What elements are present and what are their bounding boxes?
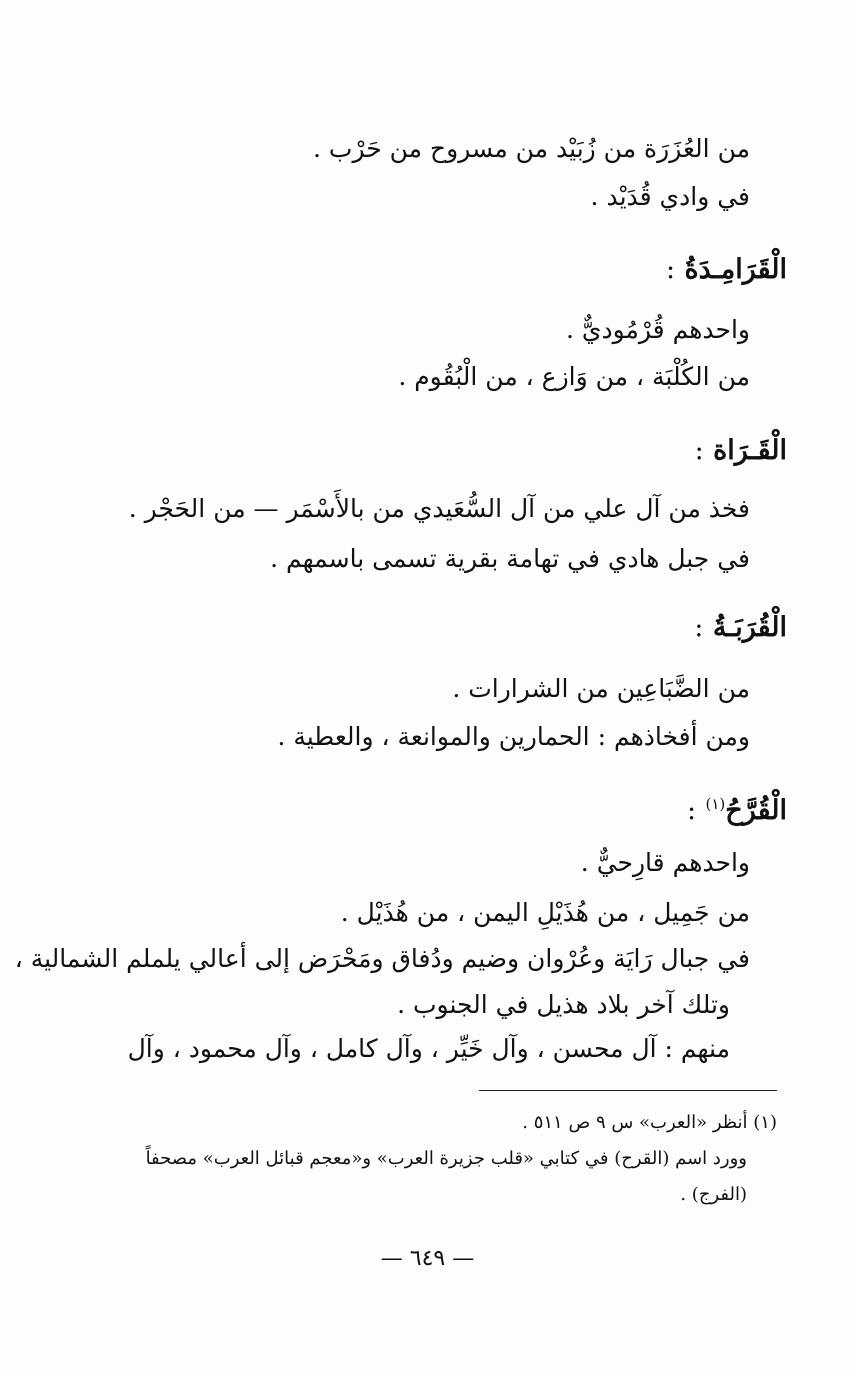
entry-heading — [687, 786, 787, 829]
entry-title: الْقُرَبَـةُ — [712, 612, 787, 643]
text-line: فخذ من آل علي من آل السُّعَيدي من بالأَسْمَر — من الحَجْر . — [128, 494, 750, 523]
footnote-line: (الفرج) . — [680, 1184, 747, 1205]
footnote-separator — [479, 1090, 777, 1091]
footnote-line: (١) أنظر «العرب» س ٩ ص ٥١١ . — [522, 1112, 777, 1133]
entry-heading — [695, 433, 787, 469]
entry-colon: : — [666, 254, 676, 285]
page-number: — ٦٤٩ — — [380, 1246, 475, 1271]
text-line: في جبل هادي في تهامة بقرية تسمى باسمهم . — [270, 544, 750, 573]
entry-colon: : — [694, 612, 704, 643]
text-line: من العُزَرَة من زُبَيْد من مسروح من حَرْب . — [313, 134, 750, 163]
entry-colon: : — [694, 435, 704, 466]
text-line: من جَمِيل ، من هُذَيْلِ اليمن ، من هُذَيْل . — [340, 898, 750, 927]
text-line: ومن أفخاذهم : الحمارين والموانعة ، والعطية . — [277, 722, 750, 751]
footnote-reference: (١) — [705, 795, 726, 813]
text-line: في جبال رَايَة وعُرْوان وضيم ودُفاق ومَحْرَض إلى أعالي يلملم الشمالية ، — [14, 944, 750, 973]
text-line: في وادي قُدَيْد . — [590, 182, 750, 211]
text-line: وتلك آخر بلاد هذيل في الجنوب . — [397, 990, 730, 1019]
entry-heading — [666, 252, 787, 288]
footnote-line: وورد اسم (القرح) في كتابي «قلب جزيرة العرب» و«معجم قبائل العرب» مصحفاً — [145, 1148, 747, 1169]
entry-title: الْقُرَّحُ — [725, 795, 787, 826]
text-line: واحدهم قارِحيٌّ . — [580, 848, 750, 877]
text-line: منهم : آل محسن ، وآل خَيِّر ، وآل كامل ، وآل محمود ، وآل — [127, 1034, 730, 1063]
entry-heading — [694, 610, 787, 646]
entry-title: الْقَرَامِـدَةُ — [684, 254, 787, 285]
entry-title: الْقَـرَاة — [713, 435, 787, 466]
text-line: من الكُلْبَة ، من وَازع ، من الْبُقُوم . — [398, 362, 750, 391]
entry-colon: : — [686, 795, 697, 826]
text-line: من الضَّبَاعِين من الشرارات . — [452, 674, 750, 703]
text-line: واحدهم قُرْمُوديٌّ . — [565, 315, 750, 344]
